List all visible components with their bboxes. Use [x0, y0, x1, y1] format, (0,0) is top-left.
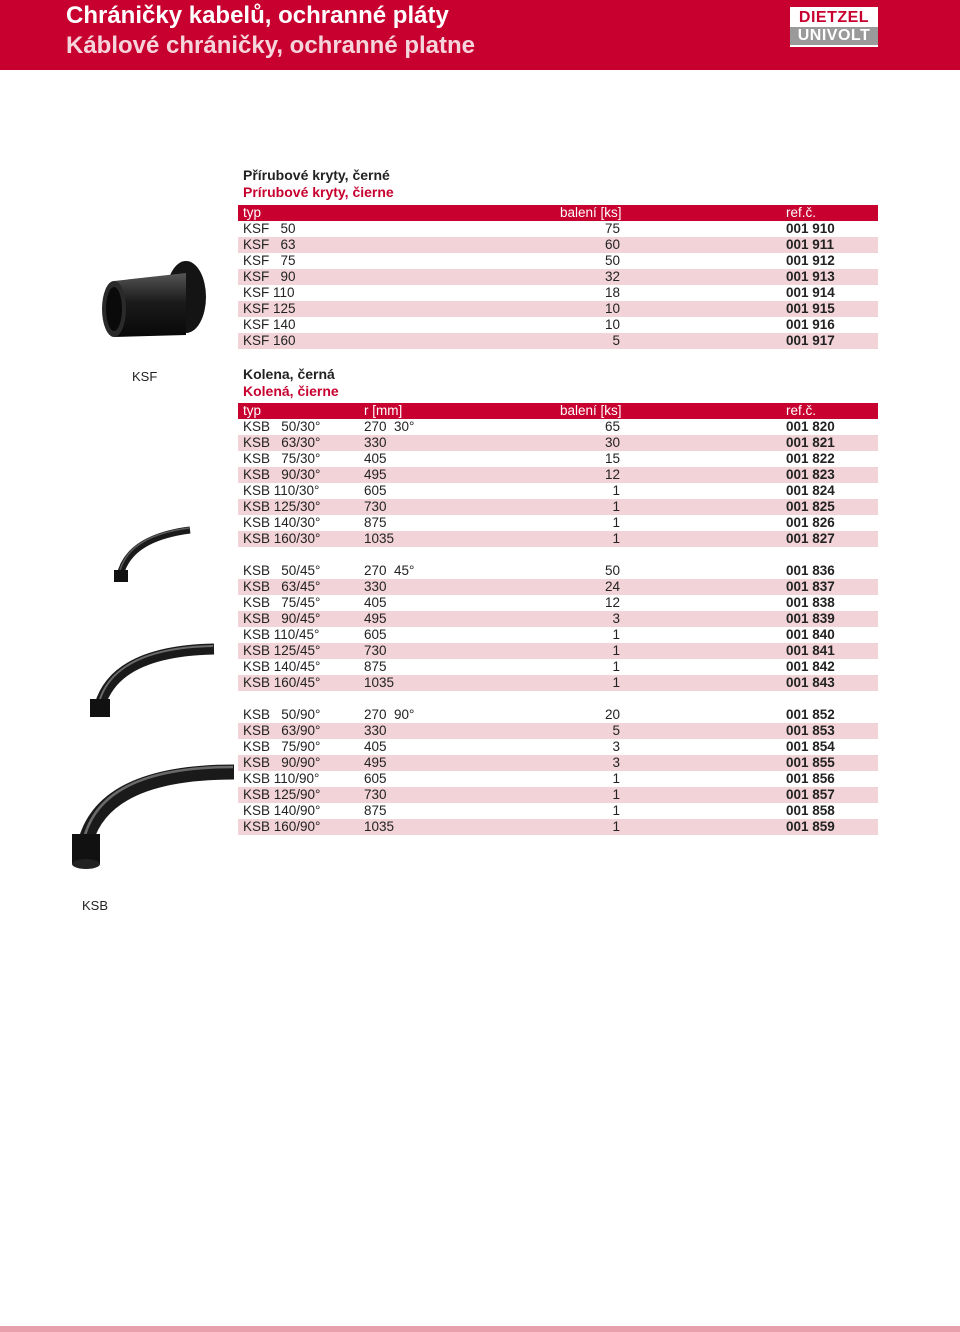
cell-r: 730: [364, 643, 387, 658]
cell-typ: KSB 160/30°: [243, 531, 321, 546]
cell-baleni: 1: [612, 531, 620, 546]
cell-r: 405: [364, 595, 387, 610]
cell-typ: KSB 90/45°: [243, 611, 321, 626]
table-row: [238, 579, 878, 595]
cell-typ: KSB 90/90°: [243, 755, 321, 770]
table-row: [238, 563, 878, 579]
cell-ref: 001 858: [786, 803, 835, 818]
table-row: [238, 643, 878, 659]
cell-typ: KSB 75/30°: [243, 451, 321, 466]
cell-ref: 001 824: [786, 483, 835, 498]
cell-baleni: 1: [612, 627, 620, 642]
cell-typ: KSF 90: [243, 269, 296, 284]
table-row: [238, 787, 878, 803]
cell-ref: 001 911: [786, 237, 835, 252]
cell-baleni: 18: [604, 285, 620, 300]
cell-typ: KSB 90/30°: [243, 467, 321, 482]
cell-baleni: 60: [604, 237, 620, 252]
cell-r: 270 90°: [364, 707, 415, 722]
cell-r: 875: [364, 659, 387, 674]
table-row: [238, 435, 878, 451]
table-row: [238, 499, 878, 515]
cell-ref: 001 822: [786, 451, 835, 466]
cell-ref: 001 827: [786, 531, 835, 546]
logo-line-1: DIETZEL: [798, 9, 870, 26]
cell-r: 495: [364, 467, 387, 482]
cell-ref: 001 853: [786, 723, 835, 738]
ksf-table-header: [238, 205, 878, 221]
table-row: [238, 237, 878, 253]
col-baleni-header: balení [ks]: [560, 205, 622, 220]
dietzel-univolt-logo: [790, 7, 878, 47]
cell-r: 330: [364, 579, 387, 594]
cell-typ: KSB 50/90°: [243, 707, 321, 722]
cell-typ: KSB 140/45°: [243, 659, 321, 674]
cell-r: 605: [364, 771, 387, 786]
cell-typ: KSB 125/90°: [243, 787, 321, 802]
cell-baleni: 5: [612, 723, 620, 738]
cell-r: 330: [364, 435, 387, 450]
page-title-sk: Káblové chráničky, ochranné platne: [66, 32, 476, 59]
ksf-image-label: KSF: [132, 369, 158, 384]
cell-ref: 001 841: [786, 643, 835, 658]
cell-ref: 001 912: [786, 253, 835, 268]
table-row: [238, 627, 878, 643]
cell-ref: 001 843: [786, 675, 835, 690]
ksb-image-label: KSB: [82, 898, 109, 913]
col-typ-header: typ: [243, 205, 262, 220]
cell-r: 270 30°: [364, 419, 415, 434]
cell-typ: KSB 75/90°: [243, 739, 321, 754]
cell-ref: 001 840: [786, 627, 835, 642]
cell-baleni: 1: [612, 787, 620, 802]
cell-baleni: 1: [612, 515, 620, 530]
table-row: [238, 451, 878, 467]
cell-baleni: 12: [604, 595, 620, 610]
ksb-section-title-sk: Kolená, čierne: [243, 383, 339, 399]
col-ref-header: ref.č.: [786, 403, 817, 418]
cell-baleni: 1: [612, 499, 620, 514]
cell-baleni: 1: [612, 659, 620, 674]
ksb-90-bend-image: [66, 758, 236, 873]
ksf-table: [238, 205, 878, 349]
cell-typ: KSB 125/30°: [243, 499, 321, 514]
cell-ref: 001 836: [786, 563, 835, 578]
group-spacer: [238, 691, 878, 707]
cell-baleni: 1: [612, 803, 620, 818]
ksb-30-bend-image: [106, 520, 196, 590]
table-row: [238, 253, 878, 269]
cell-typ: KSB 110/45°: [243, 627, 320, 642]
logo-line-2: UNIVOLT: [790, 27, 878, 45]
table-row: [238, 771, 878, 787]
footer-bar: [0, 1326, 960, 1332]
cell-r: 1035: [364, 675, 395, 690]
cell-typ: KSF 160: [243, 333, 296, 348]
cell-r: 405: [364, 451, 387, 466]
cell-baleni: 3: [612, 611, 620, 626]
table-row: [238, 803, 878, 819]
cell-typ: KSB 50/45°: [243, 563, 321, 578]
cell-ref: 001 856: [786, 771, 835, 786]
cell-baleni: 50: [604, 563, 620, 578]
cell-baleni: 1: [612, 483, 620, 498]
table-row: [238, 467, 878, 483]
table-row: [238, 285, 878, 301]
cell-ref: 001 838: [786, 595, 835, 610]
cell-typ: KSB 140/90°: [243, 803, 321, 818]
table-row: [238, 301, 878, 317]
cell-ref: 001 852: [786, 707, 835, 722]
ksb-table-header: [238, 403, 878, 419]
page-header: [0, 0, 960, 70]
cell-typ: KSB 110/90°: [243, 771, 320, 786]
cell-r: 1035: [364, 531, 395, 546]
cell-baleni: 12: [604, 467, 620, 482]
ksb-section-title-cz: Kolena, černá: [243, 366, 335, 382]
cell-ref: 001 854: [786, 739, 835, 754]
table-row: [238, 515, 878, 531]
cell-ref: 001 839: [786, 611, 835, 626]
table-row: [238, 755, 878, 771]
cell-r: 730: [364, 499, 387, 514]
cell-typ: KSB 125/45°: [243, 643, 321, 658]
ksf-section-title-sk: Prírubové kryty, čierne: [243, 184, 394, 200]
cell-typ: KSB 160/90°: [243, 819, 321, 834]
ksb-45-bend-image: [86, 635, 221, 725]
col-ref-header: ref.č.: [786, 205, 817, 220]
cell-typ: KSF 63: [243, 237, 296, 252]
table-row: [238, 675, 878, 691]
table-row: [238, 659, 878, 675]
cell-r: 270 45°: [364, 563, 415, 578]
table-row: [238, 419, 878, 435]
cell-baleni: 50: [604, 253, 620, 268]
col-typ-header: typ: [243, 403, 262, 418]
cell-typ: KSB 63/45°: [243, 579, 321, 594]
ksb-table: [238, 403, 878, 835]
table-row: [238, 483, 878, 499]
cell-ref: 001 859: [786, 819, 835, 834]
cell-baleni: 65: [604, 419, 620, 434]
cell-typ: KSB 75/45°: [243, 595, 321, 610]
cell-r: 605: [364, 483, 387, 498]
cell-ref: 001 826: [786, 515, 835, 530]
table-row: [238, 333, 878, 349]
cell-baleni: 1: [612, 643, 620, 658]
cell-baleni: 10: [604, 301, 620, 316]
cell-baleni: 75: [604, 221, 620, 236]
cell-baleni: 20: [604, 707, 620, 722]
col-r-header: r [mm]: [364, 403, 403, 418]
cell-r: 495: [364, 611, 387, 626]
cell-typ: KSB 63/90°: [243, 723, 321, 738]
cell-baleni: 3: [612, 739, 620, 754]
cell-r: 875: [364, 515, 387, 530]
table-row: [238, 723, 878, 739]
table-row: [238, 595, 878, 611]
cell-ref: 001 915: [786, 301, 835, 316]
table-row: [238, 269, 878, 285]
cell-ref: 001 910: [786, 221, 835, 236]
cell-ref: 001 825: [786, 499, 835, 514]
col-baleni-header: balení [ks]: [560, 403, 622, 418]
group-spacer: [238, 547, 878, 563]
cell-typ: KSB 140/30°: [243, 515, 321, 530]
cell-baleni: 1: [612, 771, 620, 786]
cell-r: 495: [364, 755, 387, 770]
cell-typ: KSF 75: [243, 253, 296, 268]
cell-typ: KSF 110: [243, 285, 295, 300]
cell-typ: KSB 63/30°: [243, 435, 321, 450]
ksf-flange-cover-image: [96, 255, 216, 355]
table-row: [238, 221, 878, 237]
cell-typ: KSB 50/30°: [243, 419, 321, 434]
table-row: [238, 317, 878, 333]
cell-typ: KSB 160/45°: [243, 675, 321, 690]
cell-baleni: 1: [612, 819, 620, 834]
cell-ref: 001 857: [786, 787, 835, 802]
cell-r: 730: [364, 787, 387, 802]
cell-ref: 001 913: [786, 269, 835, 284]
cell-baleni: 1: [612, 675, 620, 690]
cell-ref: 001 917: [786, 333, 835, 348]
cell-typ: KSB 110/30°: [243, 483, 320, 498]
cell-ref: 001 914: [786, 285, 835, 300]
cell-baleni: 30: [604, 435, 620, 450]
cell-ref: 001 820: [786, 419, 835, 434]
table-row: [238, 819, 878, 835]
cell-ref: 001 837: [786, 579, 835, 594]
cell-r: 875: [364, 803, 387, 818]
cell-typ: KSF 140: [243, 317, 296, 332]
cell-typ: KSF 125: [243, 301, 296, 316]
cell-r: 405: [364, 739, 387, 754]
cell-ref: 001 821: [786, 435, 835, 450]
cell-typ: KSF 50: [243, 221, 296, 236]
cell-ref: 001 855: [786, 755, 835, 770]
table-row: [238, 707, 878, 723]
ksf-section-title-cz: Přírubové kryty, černé: [243, 167, 390, 183]
cell-r: 330: [364, 723, 387, 738]
cell-ref: 001 842: [786, 659, 835, 674]
table-row: [238, 531, 878, 547]
cell-r: 605: [364, 627, 387, 642]
cell-baleni: 5: [612, 333, 620, 348]
cell-baleni: 15: [604, 451, 620, 466]
cell-baleni: 32: [604, 269, 620, 284]
table-row: [238, 611, 878, 627]
cell-baleni: 10: [604, 317, 620, 332]
cell-ref: 001 916: [786, 317, 835, 332]
table-row: [238, 739, 878, 755]
cell-ref: 001 823: [786, 467, 835, 482]
cell-baleni: 24: [604, 579, 620, 594]
page-title-cz: Chráničky kabelů, ochranné pláty: [66, 2, 449, 29]
cell-r: 1035: [364, 819, 395, 834]
cell-baleni: 3: [612, 755, 620, 770]
